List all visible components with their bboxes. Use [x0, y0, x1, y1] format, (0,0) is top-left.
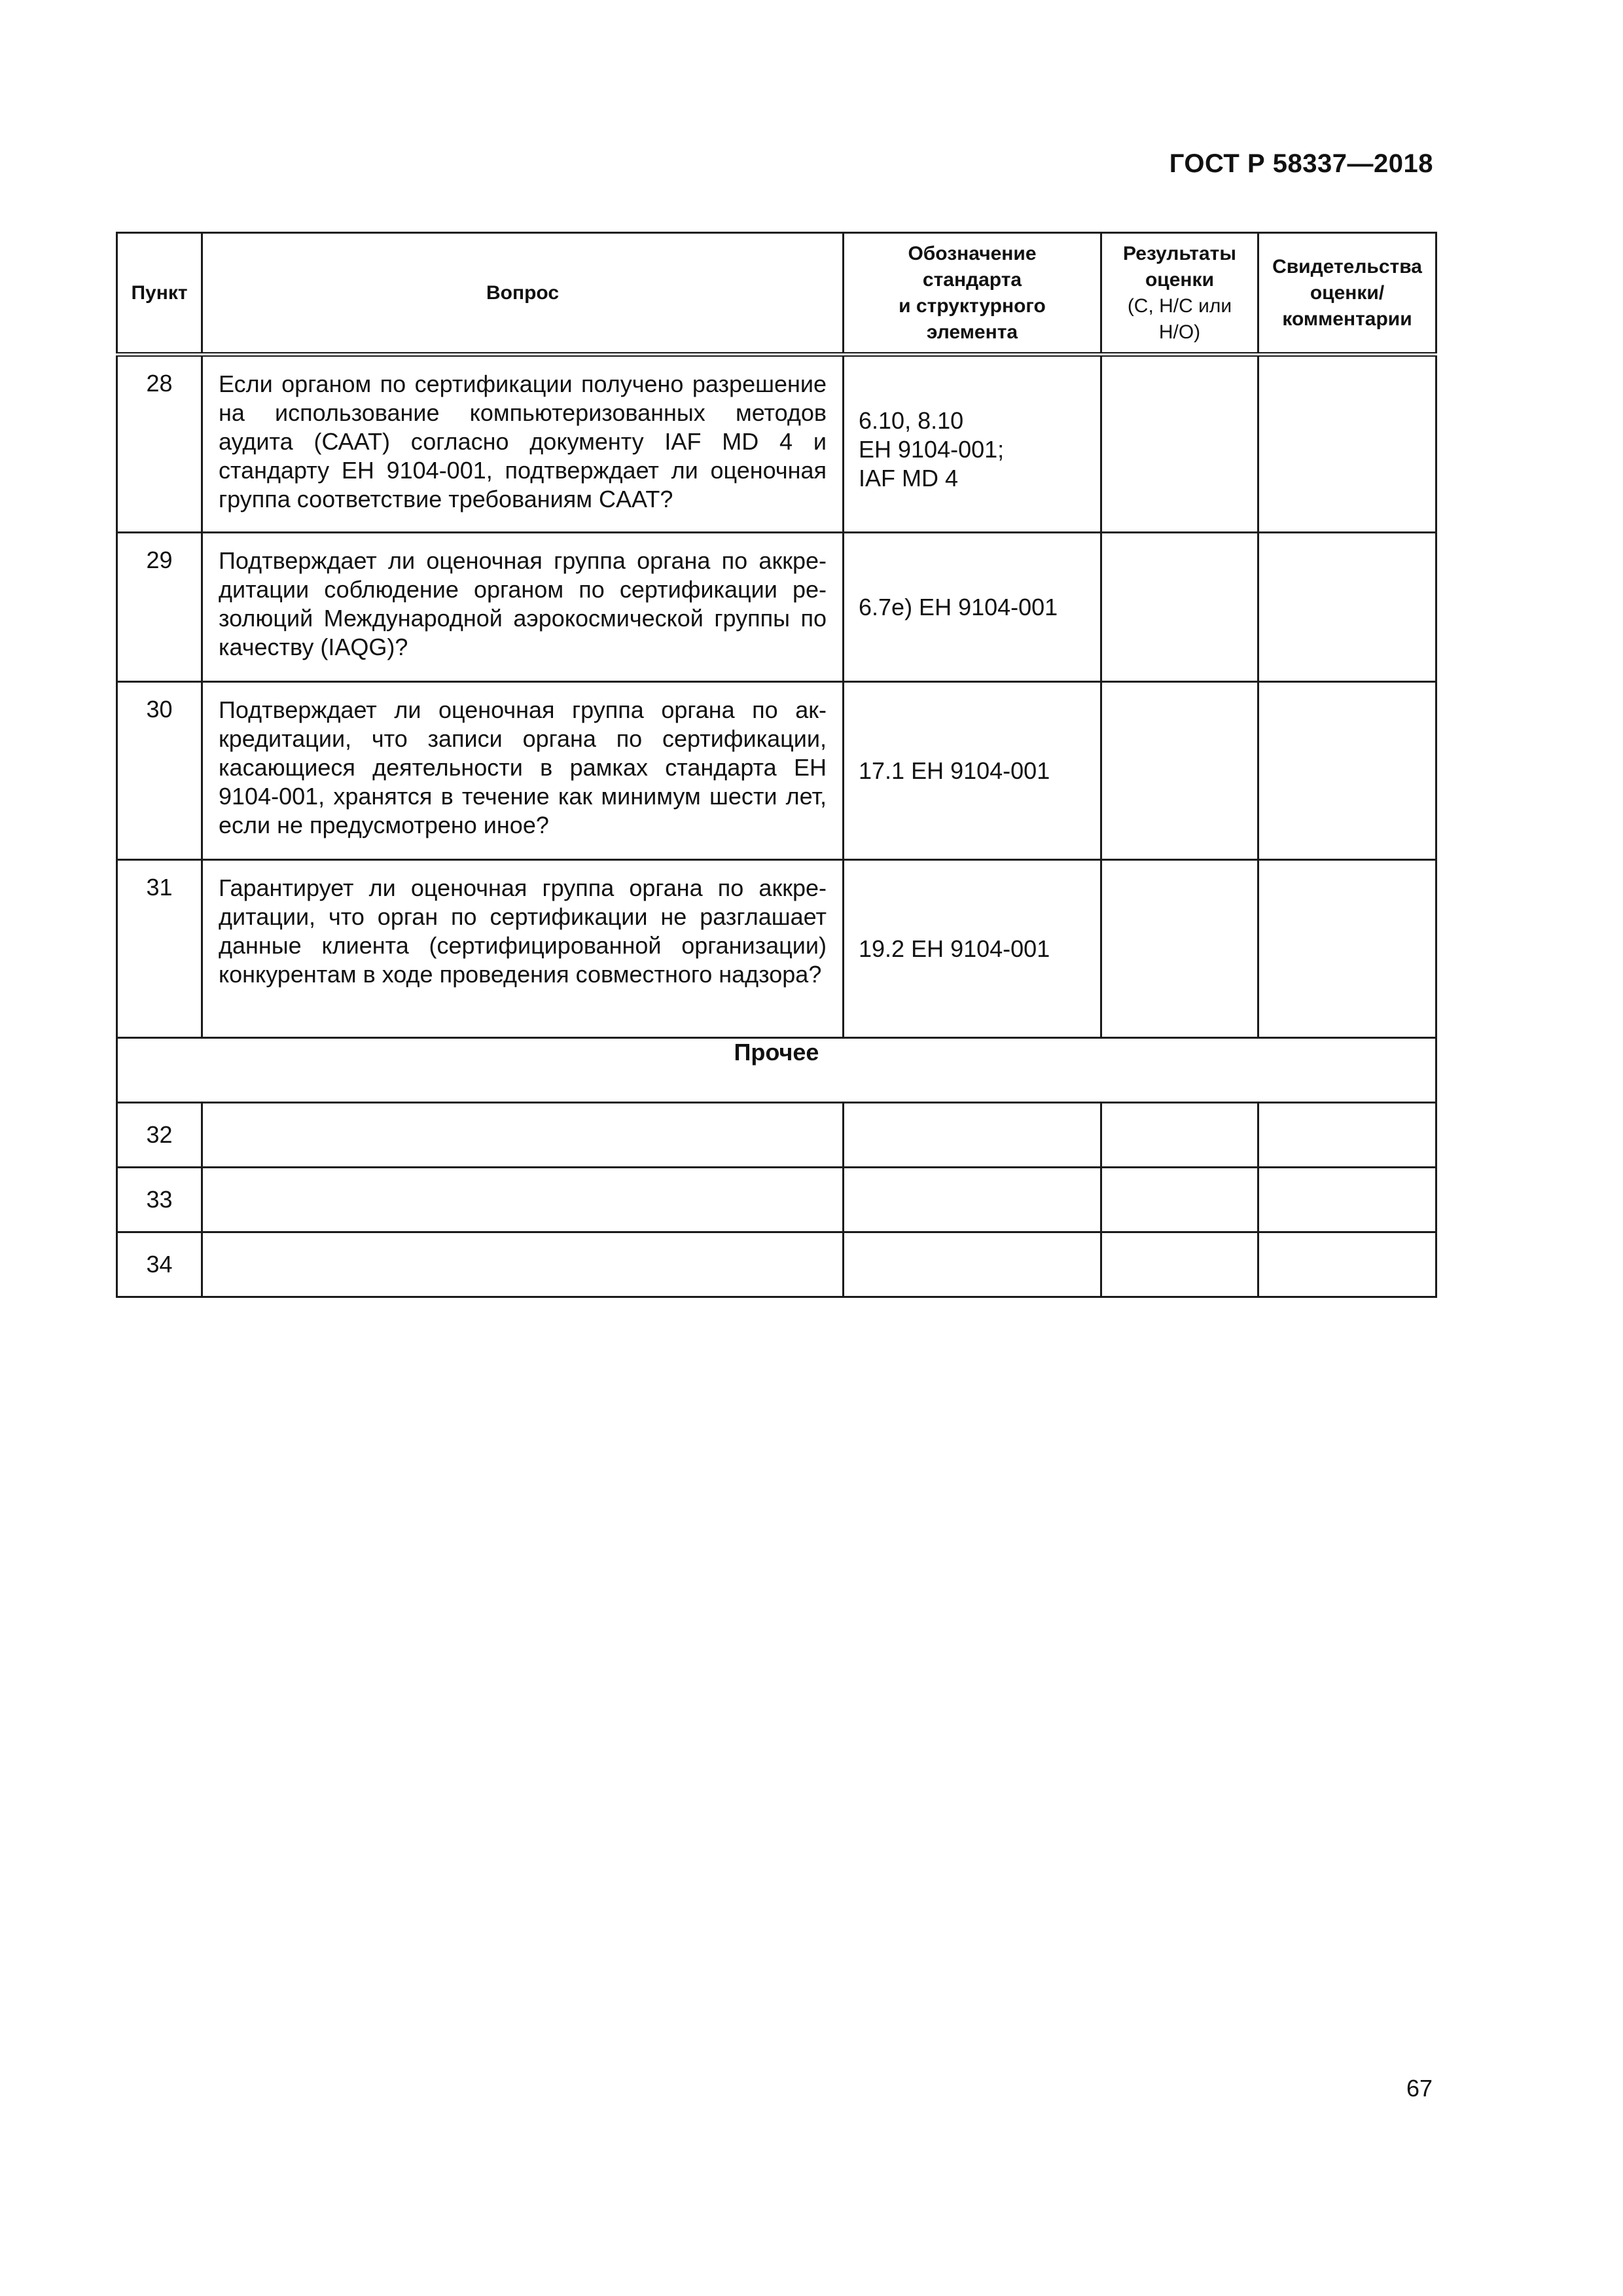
results-cell[interactable]	[1101, 355, 1258, 533]
question-cell[interactable]	[202, 1103, 844, 1168]
evidence-cell[interactable]	[1258, 682, 1436, 860]
column-header-standard-line: Обозначение	[908, 242, 1037, 264]
column-header-standard-line: и структурного	[899, 295, 1046, 317]
table-row	[117, 1103, 1436, 1168]
column-header-evidence	[1258, 233, 1436, 355]
question-cell[interactable]	[202, 1168, 844, 1232]
section-title: Прочее	[117, 1038, 1436, 1103]
standard-cell[interactable]	[844, 1168, 1101, 1232]
item-number: 28	[117, 355, 202, 533]
question-text: Подтверждает ли оценочная группа органа по аккредитации соблюдение органом по сертификации резолюций Международной аэрокосмической группы по качеству (IAQG)?	[202, 533, 844, 682]
column-header-item: Пункт	[117, 233, 202, 355]
table-header-row	[117, 233, 1436, 355]
item-number: 34	[117, 1232, 202, 1297]
results-cell[interactable]	[1101, 860, 1258, 1038]
evidence-cell[interactable]	[1258, 1168, 1436, 1232]
evidence-cell[interactable]	[1258, 1103, 1436, 1168]
table-row	[117, 1232, 1436, 1297]
page-number: 67	[1406, 2075, 1433, 2102]
column-header-results-line: Результаты	[1123, 242, 1236, 264]
table-row	[117, 860, 1436, 1038]
standard-reference: 17.1 ЕН 9104-001	[844, 682, 1101, 860]
evidence-cell[interactable]	[1258, 1232, 1436, 1297]
question-text: Гарантирует ли оценочная группа органа по аккредитации, что орган по сертификации не разглашает данные клиента (сертифицированной организации) конкурентам в ходе проведения совместного надзора?	[202, 860, 844, 1038]
column-header-standard	[844, 233, 1101, 355]
standard-reference: 6.10, 8.10 ЕН 9104-001; IAF MD 4	[844, 355, 1101, 533]
results-cell[interactable]	[1101, 682, 1258, 860]
question-cell[interactable]	[202, 1232, 844, 1297]
column-header-results-line: оценки	[1145, 268, 1215, 291]
column-header-standard-line: стандарта	[922, 268, 1022, 291]
standard-cell[interactable]	[844, 1103, 1101, 1168]
standard-reference: 6.7е) ЕН 9104-001	[844, 533, 1101, 682]
item-number: 29	[117, 533, 202, 682]
document-code: ГОСТ Р 58337—2018	[1169, 149, 1433, 178]
results-cell[interactable]	[1101, 1103, 1258, 1168]
column-header-results-line: Н/О)	[1158, 321, 1201, 343]
standard-cell[interactable]	[844, 1232, 1101, 1297]
question-text: Если органом по сертификации получено разрешение на использование компьютеризованных методов аудита (САAT) согласно документу IAF MD 4 и стандарту ЕН 9104-001, подтверждает ли оценочная группа соответствие требованиям CAAT?	[202, 355, 844, 533]
column-header-evidence-line: комментарии	[1282, 308, 1412, 330]
column-header-question: Вопрос	[202, 233, 844, 355]
evidence-cell[interactable]	[1258, 533, 1436, 682]
section-row	[117, 1038, 1436, 1103]
table-row	[117, 682, 1436, 860]
table-row	[117, 355, 1436, 533]
table-row	[117, 1168, 1436, 1232]
results-cell[interactable]	[1101, 533, 1258, 682]
item-number: 32	[117, 1103, 202, 1168]
results-cell[interactable]	[1101, 1232, 1258, 1297]
evidence-cell[interactable]	[1258, 355, 1436, 533]
results-cell[interactable]	[1101, 1168, 1258, 1232]
item-number: 31	[117, 860, 202, 1038]
column-header-evidence-line: Свидетельства	[1272, 255, 1422, 278]
table-row	[117, 533, 1436, 682]
standard-reference: 19.2 ЕН 9104-001	[844, 860, 1101, 1038]
question-text: Подтверждает ли оценочная группа органа по аккредитации, что записи органа по сертификации, касающиеся деятельности в рамках стандарта ЕН 9104-001, хранятся в течение как минимум шести лет, если не предусмотрено иное?	[202, 682, 844, 860]
item-number: 30	[117, 682, 202, 860]
item-number: 33	[117, 1168, 202, 1232]
column-header-results	[1101, 233, 1258, 355]
column-header-standard-line: элемента	[926, 321, 1018, 343]
column-header-results-line: (С, Н/С или	[1127, 295, 1232, 317]
audit-checklist-table	[116, 232, 1437, 1298]
column-header-evidence-line: оценки/	[1310, 281, 1385, 304]
evidence-cell[interactable]	[1258, 860, 1436, 1038]
